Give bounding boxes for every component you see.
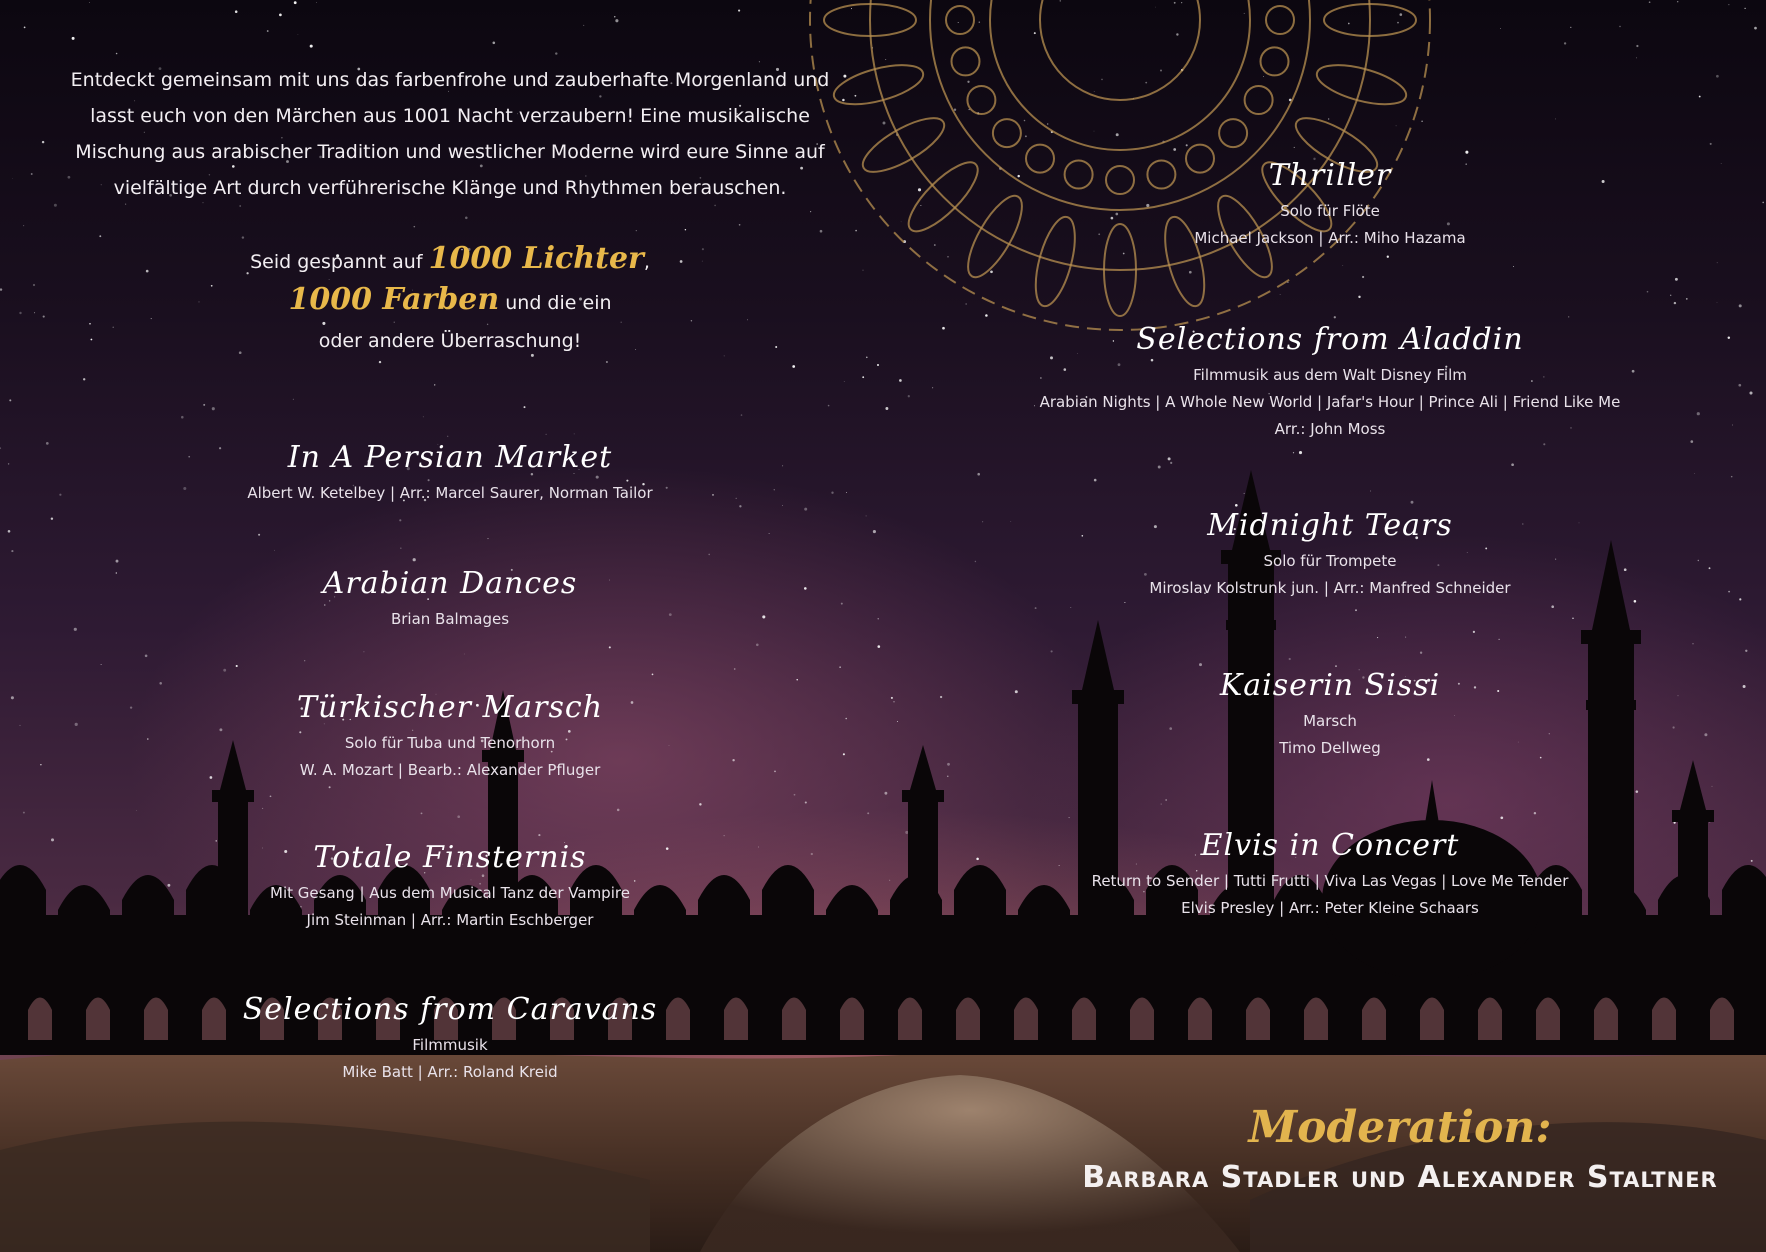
intro-line-4: vielfältige Art durch verführerische Klänge und Rhythmen berauschen. xyxy=(113,177,787,199)
program-detail: Filmmusik xyxy=(412,1036,488,1054)
program-item xyxy=(1000,664,1660,762)
program-title: Arabian Dances xyxy=(322,566,578,601)
program-item xyxy=(1000,504,1660,602)
program-item xyxy=(1000,824,1660,922)
program-detail: Albert W. Ketelbey | Arr.: Marcel Saurer, Norman Tailor xyxy=(247,484,653,502)
intro-section xyxy=(30,62,870,206)
program-title: Midnight Tears xyxy=(1207,508,1453,543)
program-detail: Elvis Presley | Arr.: Peter Kleine Schaars xyxy=(1181,899,1479,917)
program-detail: Mike Batt | Arr.: Roland Kreid xyxy=(342,1063,558,1081)
program-item xyxy=(150,686,750,784)
program-item xyxy=(150,836,750,934)
tagline xyxy=(140,240,760,360)
program-title: Türkischer Marsch xyxy=(296,690,604,725)
program-detail: Marsch xyxy=(1303,712,1357,730)
program-item xyxy=(1000,154,1660,252)
program-detail: Brian Balmages xyxy=(390,610,510,628)
moderation-names: Barbara Stadler und Alexander Staltner xyxy=(1082,1160,1718,1195)
program-detail: Mit Gesang | Aus dem Musical Tanz der Vampire xyxy=(270,884,630,902)
program-title: Totale Finsternis xyxy=(313,840,587,875)
program-detail: Timo Dellweg xyxy=(1279,739,1381,757)
intro-line-2: lasst euch von den Märchen aus 1001 Nacht verzaubern! Eine musikalische xyxy=(90,105,810,127)
program-item xyxy=(150,988,750,1086)
program-detail: Arr.: John Moss xyxy=(1274,420,1386,438)
program-detail: Jim Steinman | Arr.: Martin Eschberger xyxy=(306,911,594,929)
program-detail: Solo für Trompete xyxy=(1263,552,1397,570)
intro-line-3: Mischung aus arabischer Tradition und westlicher Moderne wird eure Sinne auf xyxy=(75,141,825,163)
program-title: Thriller xyxy=(1268,158,1392,193)
intro-line-1: Entdeckt gemeinsam mit uns das farbenfrohe und zauberhafte Morgenland und xyxy=(70,69,830,91)
program-detail: W. A. Mozart | Bearb.: Alexander Pfluger xyxy=(299,761,601,779)
program-detail: Miroslav Kolstrunk jun. | Arr.: Manfred Schneider xyxy=(1149,579,1511,597)
program-detail: Solo für Tuba und Tenorhorn xyxy=(344,734,556,752)
highlight-farben: 1000 Farben xyxy=(288,282,500,317)
moderation-section xyxy=(1060,1100,1740,1200)
program-title: Kaiserin Sissi xyxy=(1219,668,1441,703)
program-detail: Filmmusik aus dem Walt Disney Film xyxy=(1193,366,1467,384)
program-detail: Michael Jackson | Arr.: Miho Hazama xyxy=(1194,229,1466,247)
moderation-title: Moderation: xyxy=(1248,1102,1552,1153)
program-detail: Solo für Flöte xyxy=(1280,202,1380,220)
program-title: Elvis in Concert xyxy=(1200,828,1460,863)
tagline-comma: , xyxy=(643,251,650,273)
program-detail: Arabian Nights | A Whole New World | Jafar's Hour | Prince Ali | Friend Like Me xyxy=(1039,393,1621,411)
program-item xyxy=(150,436,750,507)
program-item xyxy=(150,562,750,633)
highlight-lichter: 1000 Lichter xyxy=(428,241,644,276)
program-detail: Return to Sender | Tutti Frutti | Viva Las Vegas | Love Me Tender xyxy=(1091,872,1569,890)
tagline-end: oder andere Überraschung! xyxy=(318,330,582,352)
program-title: Selections from Aladdin xyxy=(1136,322,1524,357)
program-title: Selections from Caravans xyxy=(242,992,658,1027)
program-item xyxy=(980,318,1680,443)
program-title: In A Persian Market xyxy=(287,440,613,475)
tagline-prefix: Seid gespannt auf xyxy=(250,251,423,273)
tagline-mid: und die ein xyxy=(505,292,612,314)
